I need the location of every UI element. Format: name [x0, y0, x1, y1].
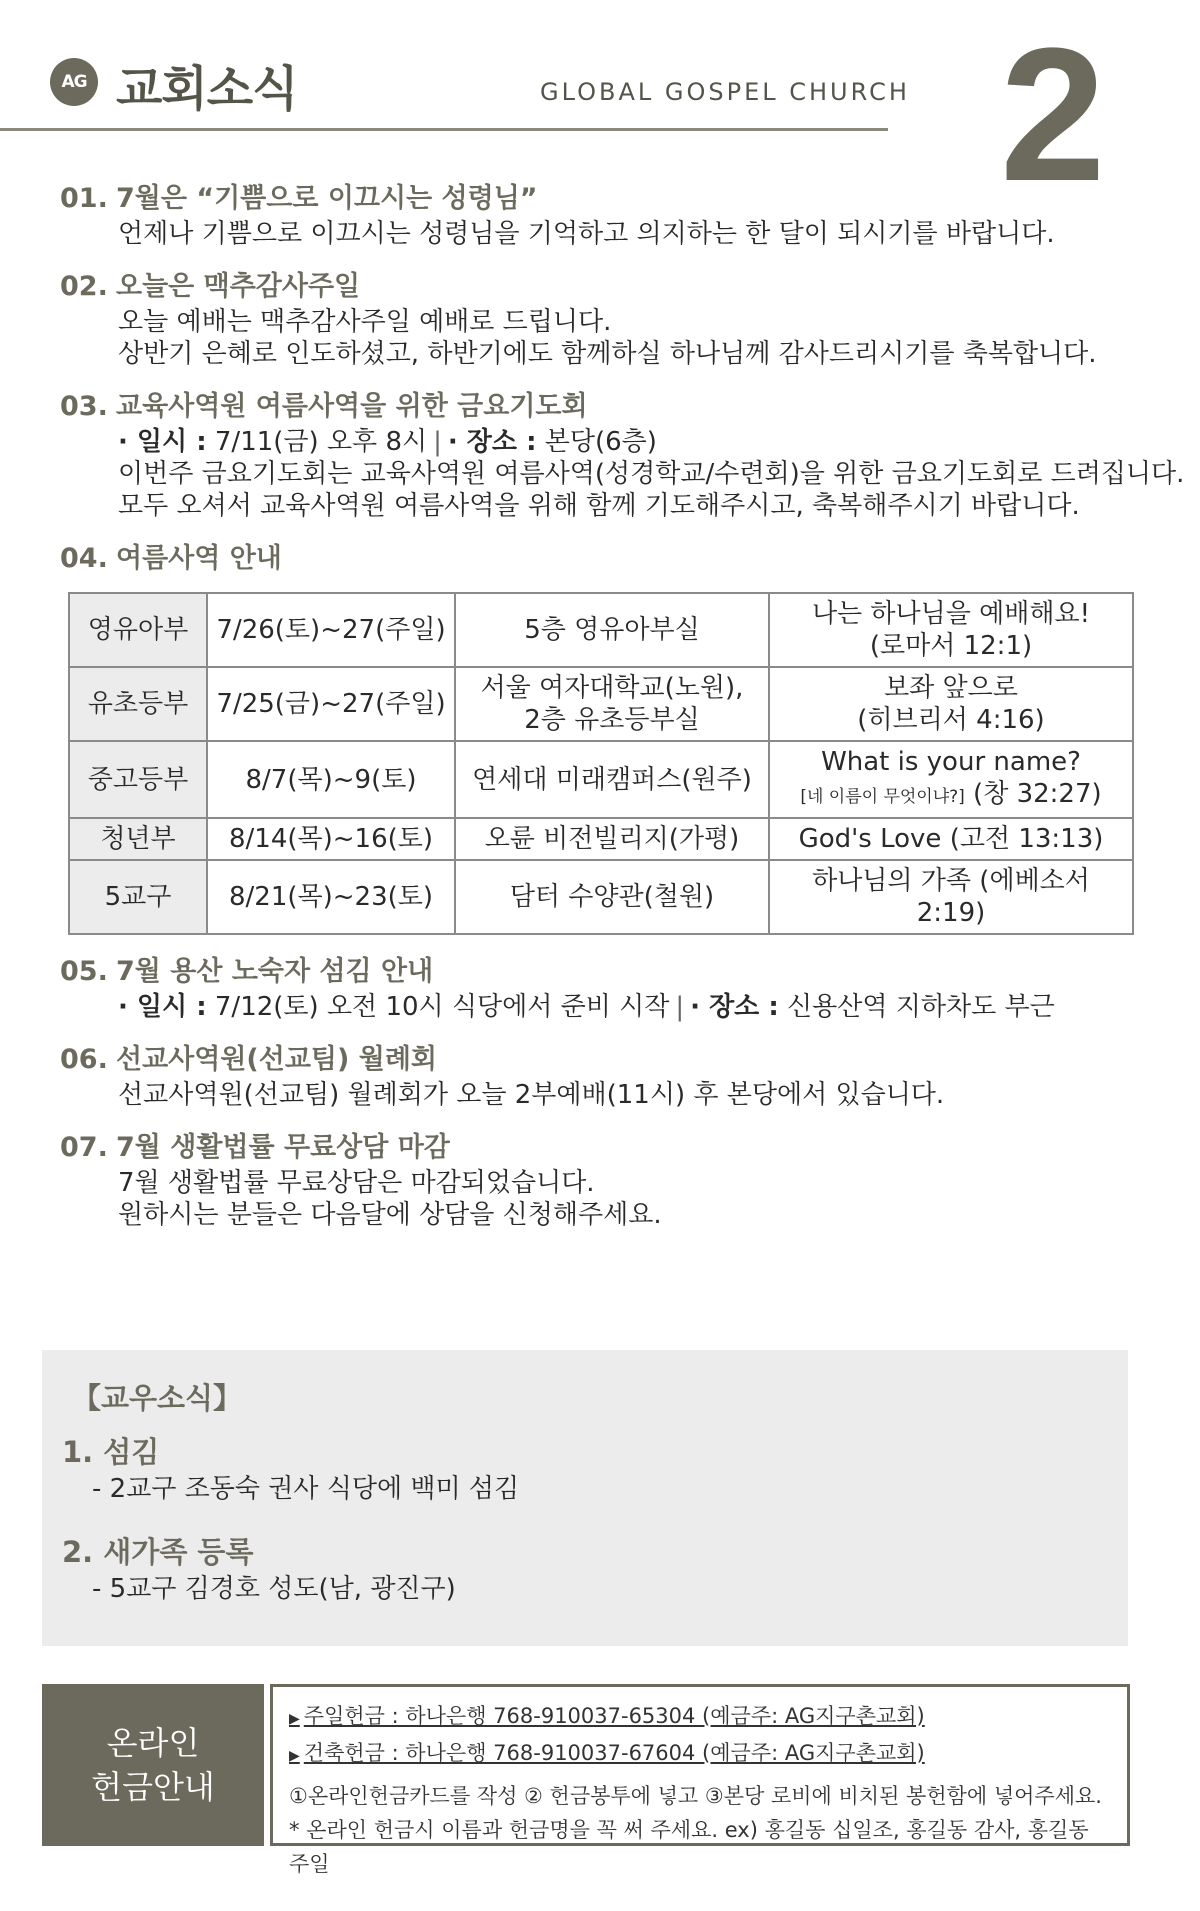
- table-cell-place: [455, 741, 769, 818]
- member-section-title: 2. 새가족 등록: [62, 1535, 254, 1569]
- notice-body: [60, 991, 1190, 1023]
- separator: |: [675, 992, 685, 1022]
- date-value: 7/11(금) 오후 8시: [206, 427, 428, 457]
- offering-label-line: 헌금안내: [91, 1768, 215, 1806]
- online-offering-label: [42, 1684, 264, 1846]
- arrow-right-icon: ▶: [289, 1711, 300, 1727]
- notice-heading: 7월은 “기쁨으로 이끄시는 성령님”: [116, 183, 538, 214]
- table-row: [69, 741, 1133, 818]
- table-cell-date: 8/7(목)~9(토): [207, 741, 455, 818]
- table-row: [69, 593, 1133, 667]
- notice-body: [60, 218, 1190, 250]
- notice-title: [60, 540, 1190, 578]
- place-line: 2층 유초등부실: [524, 705, 700, 735]
- date-label: · 일시 :: [118, 427, 207, 457]
- theme-note: [네 이름이 무엇이냐?]: [800, 787, 965, 807]
- notice-heading: 교육사역원 여름사역을 위한 금요기도회: [116, 391, 588, 422]
- notice-line: 오늘 예배는 맥추감사주일 예배로 드립니다.: [118, 307, 612, 337]
- online-offering-info: [270, 1684, 1130, 1876]
- place-label: · 장소 :: [447, 427, 537, 457]
- notice-line: 언제나 기쁨으로 이끄시는 성령님을 기억하고 의지하는 한 달이 되시기를 바랍니다.: [118, 219, 1055, 249]
- place-line: 서울 여자대학교(노원),: [480, 673, 744, 703]
- church-name: GLOBAL GOSPEL CHURCH: [540, 78, 910, 106]
- table-cell-theme: [769, 818, 1133, 860]
- table-cell-place: [455, 818, 769, 860]
- notice-line: 모두 오셔서 교육사역원 여름사역을 위해 함께 기도해주시고, 축복해주시기 바랍니다.: [118, 491, 1080, 521]
- notice-06: [60, 1041, 1190, 1111]
- account-sunday: [289, 1699, 1111, 1736]
- notice-list: [60, 180, 1190, 1249]
- account-text: 주일헌금 : 하나은행 768-910037-65304 (예금주: AG지구촌교회): [303, 1704, 925, 1728]
- member-news-list: [62, 1432, 519, 1632]
- notice-number: 07.: [60, 1132, 108, 1163]
- summer-ministry-table: [68, 592, 1134, 935]
- notice-number: 01.: [60, 183, 108, 214]
- notice-03: [60, 388, 1190, 522]
- table-cell-dept: 5교구: [69, 860, 207, 934]
- notice-heading: 7월 생활법률 무료상담 마감: [116, 1132, 450, 1163]
- place-value: 신용산역 지하차도 부근: [778, 992, 1055, 1022]
- notice-number: 03.: [60, 391, 108, 422]
- date-value: 7/12(토) 오전 10시 식당에서 준비 시작: [206, 992, 670, 1022]
- table-cell-place: [455, 667, 769, 741]
- table-cell-dept: 중고등부: [69, 741, 207, 818]
- table-cell-date: 7/26(토)~27(주일): [207, 593, 455, 667]
- table-cell-dept: 영유아부: [69, 593, 207, 667]
- table-cell-place: [455, 860, 769, 934]
- member-section-item: - 2교구 조동숙 권사 식당에 백미 섬김: [92, 1474, 520, 1504]
- notice-01: [60, 180, 1190, 250]
- notice-detail: [118, 991, 1190, 1023]
- notice-heading: 오늘은 맥추감사주일: [116, 271, 361, 302]
- theme-reference: (창 32:27): [964, 779, 1102, 809]
- member-news-box: [42, 1350, 1128, 1646]
- place-line: 오륜 비전빌리지(가평): [484, 824, 740, 854]
- theme-line: (히브리서 4:16): [857, 705, 1045, 735]
- table-cell-date: 8/21(목)~23(토): [207, 860, 455, 934]
- page-title: 교회소식: [116, 61, 298, 117]
- table-cell-theme: [769, 741, 1133, 818]
- table-cell-date: 8/14(목)~16(토): [207, 818, 455, 860]
- place-label: · 장소 :: [690, 992, 779, 1022]
- notice-number: 02.: [60, 271, 108, 302]
- notice-title: [60, 388, 1190, 426]
- notice-02: [60, 268, 1190, 370]
- notice-body: [60, 426, 1190, 522]
- theme-line: (로마서 12:1): [869, 631, 1033, 661]
- offering-label-line: 온라인: [106, 1724, 200, 1762]
- table-cell-place: [455, 593, 769, 667]
- separator: |: [433, 427, 442, 457]
- offering-notes: [289, 1779, 1111, 1881]
- notice-detail: [118, 426, 1190, 458]
- arrow-right-icon: ▶: [289, 1748, 300, 1764]
- table-row: [69, 818, 1133, 860]
- theme-line: What is your name?: [821, 747, 1081, 777]
- notice-title: [60, 1129, 1190, 1167]
- theme-line: [776, 778, 1126, 813]
- table-cell-dept: 청년부: [69, 818, 207, 860]
- table-cell-dept: 유초등부: [69, 667, 207, 741]
- notice-body: [60, 1079, 1190, 1111]
- notice-line: 상반기 은혜로 인도하셨고, 하반기에도 함께하실 하나님께 감사드리시기를 축복합니다.: [118, 339, 1097, 369]
- theme-line: 나는 하나님을 예배해요!: [811, 599, 1091, 629]
- table-cell-theme: [769, 860, 1133, 934]
- notice-heading: 여름사역 안내: [116, 543, 282, 574]
- notice-07: [60, 1129, 1190, 1231]
- theme-line: God's Love (고전 13:13): [798, 824, 1104, 854]
- notice-title: [60, 953, 1190, 991]
- notice-number: 05.: [60, 956, 108, 987]
- account-building: [289, 1736, 1111, 1773]
- account-text: 건축헌금 : 하나은행 768-910037-67604 (예금주: AG지구촌교회): [303, 1741, 925, 1765]
- date-label: · 일시 :: [118, 992, 207, 1022]
- table-cell-theme: [769, 593, 1133, 667]
- notice-title: [60, 268, 1190, 306]
- notice-title: [60, 1041, 1190, 1079]
- notice-body: [60, 306, 1190, 370]
- place-line: 연세대 미래캠퍼스(원주): [472, 764, 752, 795]
- member-section-item: - 5교구 김경호 성도(남, 광진구): [92, 1574, 456, 1604]
- notice-title: [60, 180, 1190, 218]
- table-row: [69, 860, 1133, 934]
- table-cell-theme: [769, 667, 1133, 741]
- notice-heading: 7월 용산 노숙자 섬김 안내: [116, 956, 434, 987]
- offering-note: * 온라인 헌금시 이름과 헌금명을 꼭 써 주세요. ex) 홍길동 십일조, 홍길동 감사, 홍길동 주일: [289, 1818, 1089, 1876]
- member-section-title: 1. 섬김: [62, 1435, 160, 1469]
- place-line: 5층 영유아부실: [524, 615, 700, 645]
- theme-line: 보좌 앞으로: [884, 673, 1018, 703]
- member-news-heading: 【교우소식】: [72, 1381, 243, 1415]
- notice-line: 7월 생활법률 무료상담은 마감되었습니다.: [118, 1168, 595, 1198]
- place-value: 본당(6층): [536, 427, 657, 457]
- notice-heading: 선교사역원(선교팀) 월례회: [116, 1044, 437, 1075]
- notice-line: 이번주 금요기도회는 교육사역원 여름사역(성경학교/수련회)을 위한 금요기도회로 드려집니다.: [118, 459, 1185, 489]
- page-number: 2: [1000, 9, 1106, 221]
- notice-line: 원하시는 분들은 다음달에 상담을 신청해주세요.: [118, 1200, 662, 1230]
- notice-number: 04.: [60, 543, 108, 574]
- notice-line: 선교사역원(선교팀) 월례회가 오늘 2부예배(11시) 후 본당에서 있습니다.: [118, 1080, 945, 1110]
- place-line: 담터 수양관(철원): [509, 882, 715, 912]
- notice-04: [60, 540, 1190, 935]
- theme-line: 하나님의 가족 (에베소서 2:19): [812, 866, 1090, 928]
- church-logo: AG: [50, 58, 98, 106]
- notice-number: 06.: [60, 1044, 108, 1075]
- table-cell-date: 7/25(금)~27(주일): [207, 667, 455, 741]
- offering-note: ①온라인헌금카드를 작성 ② 헌금봉투에 넣고 ③본당 로비에 비치된 봉헌함에 넣어주세요.: [289, 1784, 1102, 1808]
- notice-body: [60, 1167, 1190, 1231]
- header-divider: [0, 128, 888, 131]
- table-row: [69, 667, 1133, 741]
- notice-05: [60, 953, 1190, 1023]
